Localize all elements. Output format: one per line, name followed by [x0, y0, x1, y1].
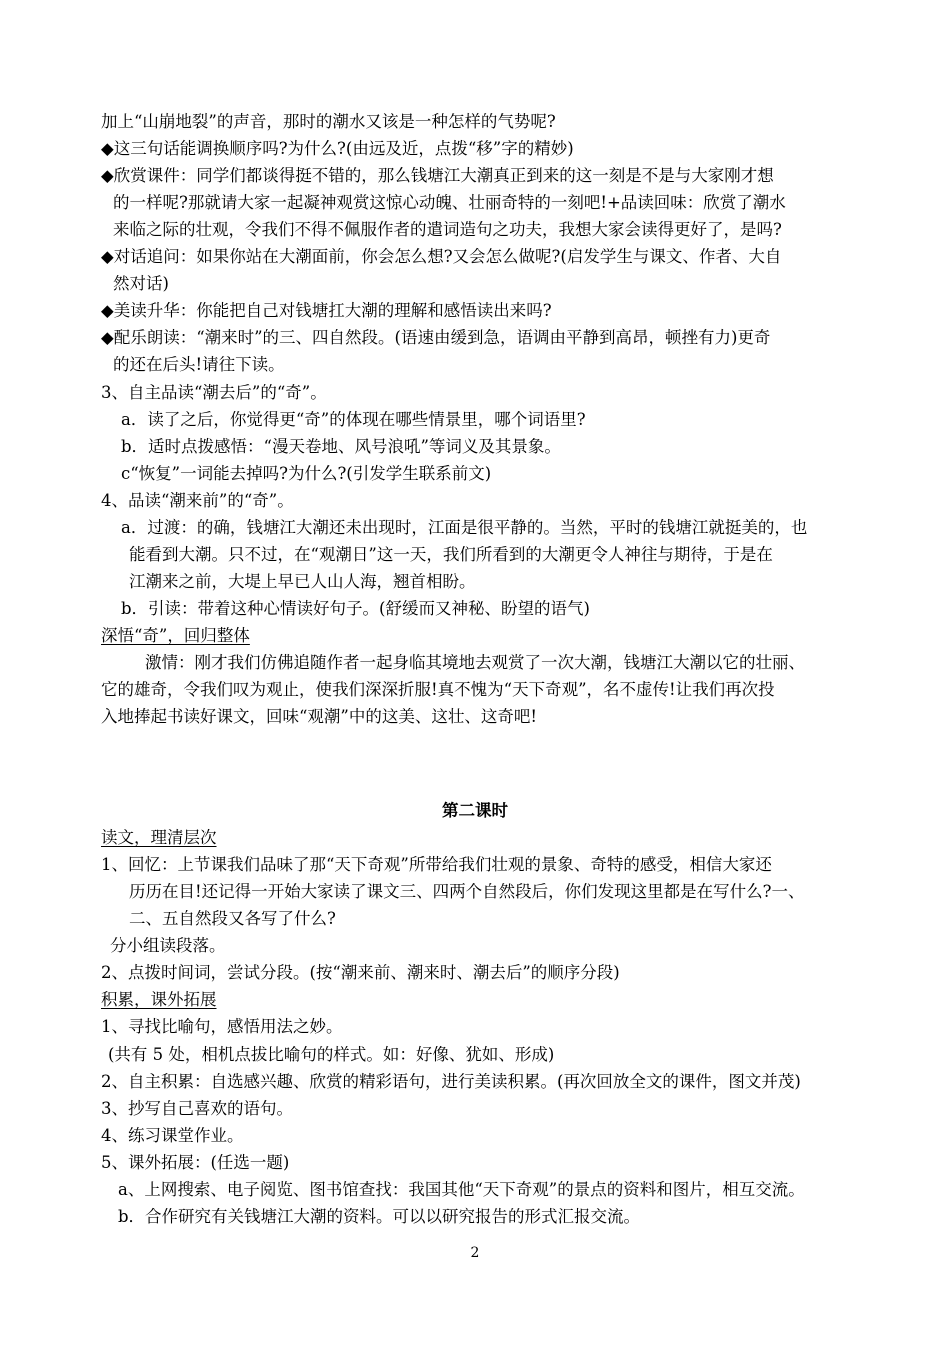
text-line: 二、五自然段又各写了什么?	[129, 909, 336, 928]
text-line: 来临之际的壮观，令我们不得不佩服作者的遣词造句之功夫，我想大家会读得更好了，是吗?	[113, 220, 782, 239]
text-line: (共有 5 处，相机点拔比喻句的样式。如：好像、犹如、形成)	[108, 1045, 555, 1064]
text-line: 加上“山崩地裂”的声音，那时的潮水又该是一种怎样的气势呢?	[101, 112, 556, 131]
list-item: b．适时点拨感悟：“漫天卷地、风号浪吼”等词义及其景象。	[121, 437, 561, 456]
lesson-title: 第二课时	[442, 801, 508, 820]
section-heading: 积累，课外拓展	[101, 990, 217, 1009]
list-item: a．读了之后，你觉得更“奇”的体现在哪些情景里，哪个词语里?	[121, 410, 586, 429]
numbered-line: 5、课外拓展：(任选一题)	[101, 1153, 290, 1172]
list-item: b．引读：带着这种心情读好句子。(舒缓而又神秘、盼望的语气)	[121, 599, 590, 618]
bullet-line: ◆这三句话能调换顺序吗?为什么?(由远及近，点拨“移”字的精妙)	[101, 139, 574, 158]
numbered-line: 4、练习课堂作业。	[101, 1126, 244, 1145]
bullet-line: ◆美读升华：你能把自己对钱塘扛大潮的理解和感悟读出来吗?	[101, 301, 552, 320]
text-line: 江潮来之前，大堤上早已人山人海，翘首相盼。	[129, 572, 476, 591]
list-item: c“恢复”一词能去掉吗?为什么?(引发学生联系前文)	[121, 464, 492, 483]
text-line: 然对话)	[113, 274, 169, 293]
numbered-line: 3、自主品读“潮去后”的“奇”。	[101, 383, 327, 402]
numbered-line: 2、点拨时间词，尝试分段。(按“潮来前、潮来时、潮去后”的顺序分段)	[101, 963, 620, 982]
text-line: 能看到大潮。只不过，在“观潮日”这一天，我们所看到的大潮更令人神往与期待，于是在	[129, 545, 773, 564]
list-item: a、上网搜索、电子阅览、图书馆查找：我国其他“天下奇观”的景点的资料和图片，相互交流。	[118, 1180, 805, 1199]
paragraph-line: 激情：刚才我们仿佛追随作者一起身临其境地去观赏了一次大潮，钱塘江大潮以它的壮丽、	[145, 653, 805, 672]
bullet-line: ◆欣赏课件：同学们都谈得挺不错的，那么钱塘江大潮真正到来的这一刻是不是与大家刚才想	[101, 166, 774, 185]
numbered-line: 4、品读“潮来前”的“奇”。	[101, 491, 294, 510]
list-item: b．合作研究有关钱塘江大潮的资料。可以以研究报告的形式汇报交流。	[118, 1207, 641, 1226]
list-item: a．过渡：的确，钱塘江大潮还未出现时，江面是很平静的。当然，平时的钱塘江就挺美的，也	[121, 518, 808, 537]
text-line: 历历在目!还记得一开始大家读了课文三、四两个自然段后，你们发现这里都是在写什么?一、	[129, 882, 805, 901]
paragraph-line: 入地捧起书读好课文，回味“观潮”中的这美、这壮、这奇吧!	[101, 707, 538, 726]
section-heading: 读文，理清层次	[101, 828, 217, 847]
text-line: 的还在后头!请往下读。	[113, 355, 285, 374]
numbered-line: 2、自主积累：自选感兴趣、欣赏的精彩语句，进行美读积累。(再次回放全文的课件，图文并茂)	[101, 1072, 801, 1091]
paragraph-line: 它的雄奇，令我们叹为观止，使我们深深折服!真不愧为“天下奇观”，名不虚传!让我们再次投	[101, 680, 775, 699]
text-line: 的一样呢?那就请大家一起凝神观赏这惊心动魄、壮丽奇特的一刻吧!+品读回味：欣赏了潮水	[113, 193, 786, 212]
section-heading: 深悟“奇”，回归整体	[101, 626, 250, 645]
numbered-line: 1、寻找比喻句，感悟用法之妙。	[101, 1017, 343, 1036]
page-number: 2	[470, 1245, 480, 1261]
numbered-line: 3、抄写自己喜欢的语句。	[101, 1099, 293, 1118]
numbered-line: 1、回忆：上节课我们品味了那“天下奇观”所带给我们壮观的景象、奇特的感受，相信大家还	[101, 855, 772, 874]
bullet-line: ◆配乐朗读：“潮来时”的三、四自然段。(语速由缓到急，语调由平静到高昂，顿挫有力)更奇	[101, 328, 771, 347]
bullet-line: ◆对话追问：如果你站在大潮面前，你会怎么想?又会怎么做呢?(启发学生与课文、作者、大自	[101, 247, 782, 266]
text-line: 分小组读段落。	[110, 936, 226, 955]
